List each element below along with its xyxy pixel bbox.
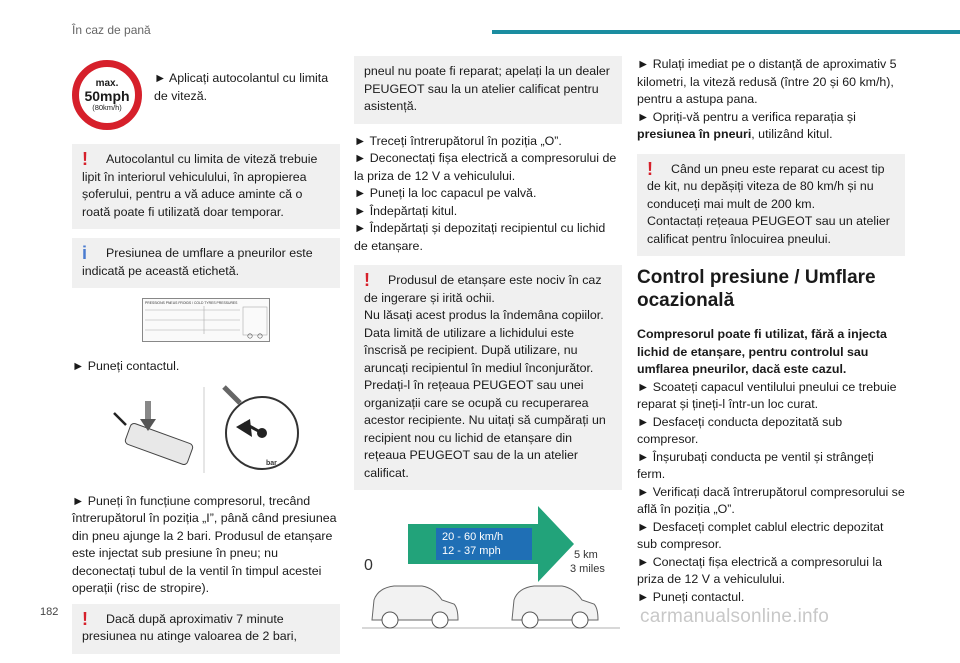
warning-continued-text: pneul nu poate fi reparat; apelați la un dealer PEUGEOT sau la un atelier calificat pentru asistență. — [364, 64, 610, 113]
header-accent-bar — [492, 30, 960, 34]
step-item: ► Desfaceți conducta depozitată sub compresor. — [637, 414, 843, 446]
step-compressor: ► Puneți în funcțiune compresorul, trecând întrerupătorul în poziția „I”, până când presiunea din pneu ajunge la 2 bari. Produsul de etanșare este injectat sub presiune în pneu; nu deconectați tubul de la ventil în timpul acestei operații (risc de stropire). — [72, 493, 337, 595]
step-stop-a: ► Opriți-vă pentru a verifica reparația și — [637, 109, 856, 124]
step-item: ► Puneți la loc capacul pe valvă. — [354, 186, 537, 200]
warning-body: Nu lăsați acest produs la îndemâna copiilor. Data limită de utilizare a lichidului este înscrisă pe recipient. După utilizare, nu aruncați recipientul în mediul înconjurător. Predați-l în rețeaua PEUGEOT sau unei organizații care se ocupă cu recuperarea acestor recipiente. Nu uitați să cumpărați un recipient nou cu lichid de etanșare din rețeaua PEUGEOT sau de la un atelier calificat. — [364, 308, 606, 480]
speed-kmh: 20 - 60 km/h — [442, 531, 504, 543]
step-item: ► Treceți întrerupătorul în poziția „O”. — [354, 133, 562, 148]
column-1 — [72, 56, 340, 663]
step-item: ► Scoateți capacul ventilului pneului ce trebuie reparat și țineți-l într-un loc curat. — [637, 379, 897, 411]
step-stop — [637, 109, 905, 144]
info-text: Presiunea de umflare a pneurilor este indicată pe această etichetă. — [82, 246, 313, 278]
tyre-pressure-label-figure — [142, 298, 340, 348]
warning-text: Dacă după aproximativ 7 minute presiunea nu atinge valoarea de 2 bari, — [82, 611, 297, 643]
warning-icon: ! — [647, 158, 653, 179]
speed-sign-line3: (80km/h) — [92, 102, 122, 112]
distance-miles: 3 miles — [570, 563, 605, 575]
step-contact: ► Puneți contactul. — [72, 358, 180, 373]
step-item: ► Conectați fișa electrică a compresorului la priza de 12 V a vehiculului. — [637, 554, 883, 586]
step-item: ► Deconectați fișa electrică a compresorului de la priza de 12 V a vehiculului. — [354, 151, 617, 183]
step-item: ► Verificați dacă întrerupătorul compresorului se află în poziția „O”. — [637, 484, 905, 516]
step-stop-b: presiunea în pneuri — [637, 127, 752, 141]
warning-box-sticker — [72, 144, 340, 229]
warning-lead: Când un pneu este reparat cu acest tip de kit, nu depășiți viteza de 80 km/h și nu conduceți mai mult de 200 km. — [647, 161, 885, 211]
step-item: ► Îndepărtați și depozitați recipientul cu lichid de etanșare. — [354, 221, 606, 253]
column-3 — [637, 56, 905, 606]
step-stop-c: , utilizând kitul. — [751, 127, 833, 141]
speed-sign-line1: max. — [95, 77, 119, 89]
step-item: ► Puneți contactul. — [637, 589, 745, 604]
warning-box-speed-limit — [637, 154, 905, 257]
sign-instruction: ► Aplicați autocolantul cu limita de viteză. — [154, 71, 329, 103]
speed-distance-figure — [362, 500, 620, 632]
page-number: 182 — [40, 606, 59, 618]
speed-mph: 12 - 37 mph — [442, 545, 501, 557]
speed-sign-line2: 50mph — [84, 87, 130, 104]
step-item: ► Desfaceți complet cablul electric depozitat sub compresor. — [637, 519, 884, 551]
warning-body: Contactați rețeaua PEUGEOT sau un atelier calificat pentru înlocuirea pneului. — [647, 214, 890, 246]
column-2 — [354, 56, 622, 632]
warning-box-sealant — [354, 265, 622, 490]
info-icon: i — [82, 243, 88, 263]
speed-sign-row — [72, 60, 340, 138]
intro-bold-text: Compresorul poate fi utilizat, fără a injecta lichid de etanșare, pentru controlul sau umflarea pneurilor, dacă este cazul. — [637, 327, 887, 376]
section-title: Control presiune / Umflare ocazională — [637, 267, 876, 311]
warning-lead: Produsul de etanșare este nociv în caz de ingerare și irită ochii. — [364, 273, 602, 305]
watermark: carmanualsonline.info — [640, 606, 830, 627]
distance-zero: 0 — [364, 557, 373, 574]
tyre-label-text: PRESSIONS PNEUS FROIDS / COLD TYRES PRESSURES — [145, 301, 238, 305]
gauge-unit: bar — [266, 460, 277, 467]
step-item: ► Îndepărtați kitul. — [354, 203, 458, 218]
speed-limit-sign-icon — [72, 60, 142, 130]
step-item: ► Înșurubați conducta pe ventil și strângeți ferm. — [637, 449, 874, 481]
distance-km: 5 km — [574, 549, 598, 561]
compressor-gauge-figure — [104, 381, 340, 483]
warning-box-continued — [354, 56, 622, 124]
warning-icon: ! — [82, 149, 88, 169]
warning-icon: ! — [82, 608, 88, 629]
header-title: În caz de pană — [72, 23, 151, 37]
intro-bold — [637, 326, 905, 379]
step-drive: ► Rulați imediat pe o distanță de aproximativ 5 kilometri, la viteză redusă (între 20 și 60 km/h), pentru a astupa pana. — [637, 57, 897, 106]
steps-list-col3 — [637, 379, 905, 607]
steps-list-col2 — [354, 133, 622, 256]
info-box-pressure — [72, 238, 340, 288]
warning-icon: ! — [364, 270, 370, 290]
warning-box-7-minutes — [72, 604, 340, 654]
warning-text: Autocolantul cu limita de viteză trebuie lipit în interiorul vehiculului, în apropierea șoferului, pentru a vă aduce aminte că o roată poate fi utilizată doar temporar. — [82, 152, 318, 219]
